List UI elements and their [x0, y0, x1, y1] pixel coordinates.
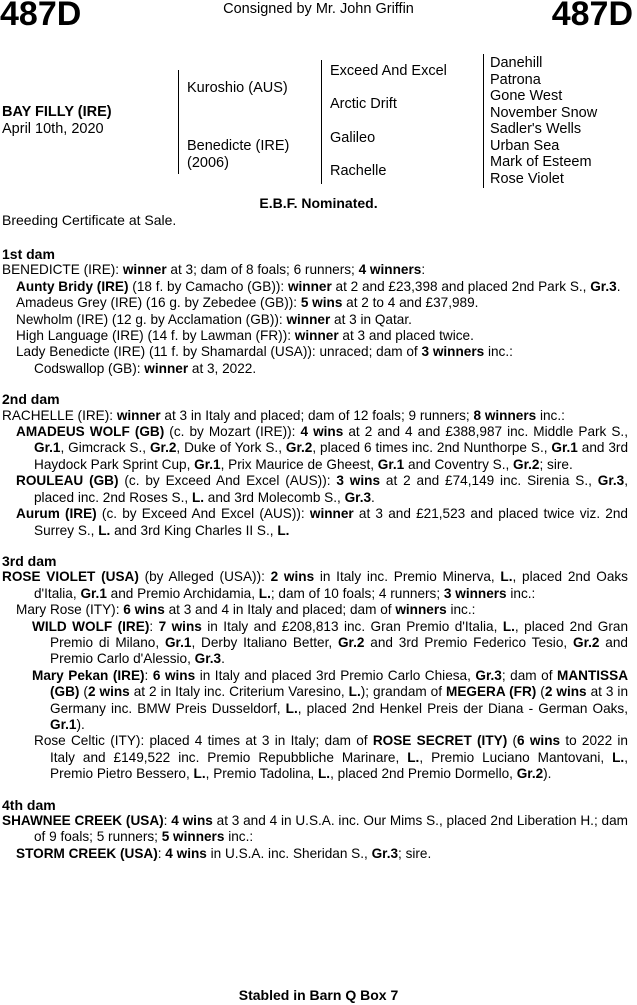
entry-text: Newholm (IRE) (12 g. by Acclamation (GB)):: [16, 311, 287, 327]
entry-text: inc.:: [506, 585, 536, 601]
pedigree-divider-1: [178, 70, 179, 174]
entry-text: (: [536, 684, 545, 700]
bold-text: 4 wins: [171, 813, 213, 828]
bold-text: ROULEAU (GB): [16, 473, 119, 489]
bold-text: Gr.3: [371, 845, 399, 861]
bold-text: Gr.2: [337, 634, 365, 650]
bold-text: L.: [612, 749, 625, 765]
bold-text: Gr.1: [551, 440, 578, 456]
bold-text: L.: [191, 489, 205, 505]
bold-text: Gr.1: [34, 440, 61, 456]
pedigree-gen3-0: Danehill: [490, 55, 543, 71]
pedigree-sire: Kuroshio (AUS): [187, 80, 288, 96]
bold-text: SHAWNEE CREEK (USA): [2, 813, 164, 828]
bold-text: L.: [277, 522, 290, 538]
pedigree-dam: Benedicte (IRE): [187, 138, 290, 154]
pedigree-entry: [2, 328, 628, 344]
lot-number-right: 487D: [551, 0, 633, 33]
bold-text: winner: [287, 278, 332, 294]
bold-text: Gr.2: [149, 440, 177, 456]
bold-text: Gr.3: [194, 651, 222, 667]
bold-text: 3 winners: [443, 585, 507, 601]
entry-text: , Premio Luciano Mantovani,: [419, 749, 613, 765]
entry-text: at 3 in Qatar.: [330, 311, 412, 327]
entry-text: at 3; dam of 8 foals; 6 runners;: [166, 262, 359, 278]
pedigree-entry: [2, 813, 628, 846]
entry-text: RACHELLE (IRE):: [2, 407, 117, 423]
entry-text: (c. by Exceed And Excel (AUS)):: [96, 506, 310, 522]
bold-text: 3 winners: [421, 344, 485, 360]
entry-text: ; dam of 10 foals; 4 runners;: [270, 585, 444, 601]
entry-text: in U.S.A. inc. Sheridan S.,: [206, 845, 372, 861]
entry-text: .: [221, 651, 225, 667]
entry-text: , Premio Tadolina,: [205, 766, 318, 782]
entry-text: and 3rd Premio Federico Tesio,: [364, 634, 574, 650]
entry-text: inc.:: [446, 602, 476, 618]
pedigree-gen2-3: Rachelle: [330, 163, 387, 179]
bold-text: winner: [122, 262, 167, 278]
pedigree-entry: [2, 602, 628, 618]
bold-text: Gr.2: [516, 766, 544, 782]
section-heading: 2nd dam: [2, 391, 60, 408]
consignor: Consigned by Mr. John Griffin: [223, 1, 414, 17]
bold-text: winner: [309, 506, 354, 522]
entry-text: :: [163, 813, 172, 828]
bold-text: Gr.1: [194, 456, 221, 472]
entry-text: High Language (IRE) (14 f. by Lawman (FR)):: [16, 328, 295, 344]
horse-description: BAY FILLY (IRE): [2, 104, 112, 120]
pedigree-divider-3: [483, 54, 484, 188]
bold-text: Gr.2: [285, 440, 313, 456]
pedigree-entry: [2, 733, 628, 782]
section-heading: 3rd dam: [2, 552, 57, 569]
pedigree-gen2-0: Exceed And Excel: [330, 63, 447, 79]
bold-text: 5 wins: [300, 295, 343, 311]
pedigree-divider-2: [321, 60, 322, 184]
bold-text: L.: [258, 585, 271, 601]
entry-text: ; sire.: [398, 845, 432, 861]
entry-text: at 3 in Italy and placed; dam of 12 foals; 9 runners;: [160, 407, 474, 423]
entry-text: in Italy inc. Premio Minerva,: [314, 569, 501, 585]
entry-text: , Derby Italiano Better,: [191, 634, 338, 650]
pedigree-gen2-2: Galileo: [330, 130, 376, 146]
bold-text: 8 winners: [473, 407, 537, 423]
breeding-certificate: Breeding Certificate at Sale.: [2, 212, 177, 228]
bold-text: L.: [348, 684, 361, 700]
pedigree-entry: [2, 344, 628, 360]
entry-text: in Italy and £208,813 inc. Gran Premio d'Italia,: [201, 618, 503, 634]
entry-text: and 3rd Molecomb S.,: [204, 489, 345, 505]
foaling-date: April 10th, 2020: [2, 121, 104, 137]
entry-text: (c. by Mozart (IRE)):: [164, 424, 301, 440]
entry-text: and Coventry S.,: [404, 456, 514, 472]
bold-text: STORM CREEK (USA): [16, 845, 158, 861]
entry-text: and Premio Archidamia,: [106, 585, 259, 601]
bold-text: L.: [193, 766, 206, 782]
bold-text: Gr.2: [513, 456, 540, 472]
entry-text: , placed 6 times inc. 2nd Nunthorpe S.,: [312, 440, 552, 456]
pedigree-entry: [2, 408, 628, 424]
bold-text: ROSE VIOLET (USA): [2, 569, 139, 585]
bold-text: Aurum (IRE): [16, 506, 97, 522]
entry-text: (c. by Exceed And Excel (AUS)):: [118, 473, 337, 489]
bold-text: MEGERA (FR): [446, 684, 537, 700]
entry-text: ); grandam of: [360, 684, 446, 700]
entry-text: , Prix Maurice de Gheest,: [220, 456, 378, 472]
entry-text: at 3 and £21,523 and placed twice viz. 2nd Surrey S.,: [34, 506, 628, 538]
bold-text: Gr.3: [590, 278, 617, 294]
entry-text: , placed inc. 2nd Roses S.,: [34, 473, 628, 505]
lot-number-left: 487D: [0, 0, 82, 33]
entry-text: , placed 2nd Gran Premio di Milano,: [50, 618, 628, 650]
entry-text: ).: [543, 766, 552, 782]
entry-text: Lady Benedicte (IRE) (11 f. by Shamardal (USA)): unraced; dam of: [16, 344, 422, 360]
entry-text: .: [371, 489, 375, 505]
bold-text: winner: [116, 407, 161, 423]
pedigree-dam-year: (2006): [187, 155, 229, 171]
entry-text: .: [616, 278, 621, 294]
entry-text: inc.:: [484, 344, 513, 360]
pedigree-entry: [2, 279, 628, 295]
entry-text: ; dam of: [501, 667, 558, 683]
entry-text: (: [507, 733, 518, 749]
bold-text: L.: [285, 700, 298, 716]
pedigree-entry: [2, 846, 628, 862]
entry-text: at 3 and placed twice.: [338, 328, 474, 344]
bold-text: 2 wins: [87, 684, 130, 700]
bold-text: Aunty Bridy (IRE): [16, 278, 129, 294]
bold-text: 4 wins: [165, 845, 207, 861]
bold-text: winner: [294, 328, 339, 344]
entry-text: at 3 in Germany inc. BMW Preis Dusseldorf,: [50, 684, 629, 716]
pedigree-gen2-1: Arctic Drift: [330, 96, 397, 112]
entry-text: inc.:: [224, 829, 254, 845]
bold-text: 6 wins: [152, 667, 196, 683]
entry-text: :: [421, 262, 426, 278]
entry-text: , Duke of York S.,: [176, 440, 286, 456]
entry-text: , Gimcrack S.,: [60, 440, 150, 456]
entry-text: at 3 and 4 in U.S.A. inc. Our Mims S., placed 2nd Liberation H.; dam of 9 foals; 5 runners;: [34, 813, 628, 845]
entry-text: (: [79, 684, 88, 700]
pedigree-entry: [2, 569, 628, 602]
entry-text: Codswallop (GB):: [34, 360, 145, 376]
entry-text: at 2 and £74,149 inc. Sirenia S.,: [380, 473, 598, 489]
entry-text: Mary Rose (ITY):: [16, 602, 124, 618]
entry-text: Rose Celtic (ITY): placed 4 times at 3 in Italy; dam of: [34, 733, 373, 749]
bold-text: Gr.1: [50, 716, 77, 732]
bold-text: Gr.3: [597, 473, 625, 489]
pedigree-entry: [2, 262, 628, 278]
pedigree-entry: [2, 361, 628, 377]
pedigree-entry: [2, 424, 628, 473]
entry-text: , placed 2nd Premio Dormello,: [330, 766, 517, 782]
entry-text: and 3rd King Charles II S.,: [110, 522, 278, 538]
entry-text: in Italy and placed 3rd Premio Carlo Chiesa,: [195, 667, 476, 683]
bold-text: 2 wins: [270, 569, 315, 585]
bold-text: 7 wins: [158, 618, 202, 634]
bold-text: WILD WOLF (IRE): [32, 618, 150, 634]
entry-text: :: [144, 667, 153, 683]
entry-text: at 2 and £23,398 and placed 2nd Park S.,: [331, 278, 591, 294]
entry-text: , Premio Pietro Bessero,: [50, 749, 628, 782]
ebf-nominated: E.B.F. Nominated.: [259, 195, 378, 211]
entry-text: at 3 and 4 in Italy and placed; dam of: [164, 602, 396, 618]
pedigree-gen3-6: Mark of Esteem: [490, 154, 592, 170]
pedigree-entry: [2, 619, 628, 668]
pedigree-gen3-4: Sadler's Wells: [490, 121, 582, 137]
bold-text: winner: [286, 311, 331, 327]
section-heading: 1st dam: [2, 246, 55, 262]
pedigree-gen3-5: Urban Sea: [490, 137, 560, 154]
bold-text: 5 winners: [161, 829, 225, 845]
entry-text: and 3rd Haydock Park Sprint Cup,: [34, 440, 628, 472]
entry-text: at 2 and 4 and £388,987 inc. Middle Park S.,: [343, 424, 628, 440]
bold-text: AMADEUS WOLF (GB): [16, 424, 165, 440]
bold-text: L.: [502, 618, 515, 634]
bold-text: L.: [317, 766, 331, 782]
entry-text: at 3, 2022.: [188, 360, 257, 376]
bold-text: Gr.2: [573, 634, 600, 650]
entry-text: (by Alleged (USA)):: [138, 569, 271, 585]
bold-text: 2 wins: [544, 684, 587, 700]
pedigree-entry: [2, 312, 628, 328]
entry-text: ).: [76, 716, 85, 732]
stabled-location: Stabled in Barn Q Box 7: [238, 987, 399, 1003]
entry-text: BENEDICTE (IRE):: [2, 262, 123, 278]
pedigree-entry: [2, 506, 628, 539]
pedigree-gen3-2: Gone West: [490, 88, 563, 104]
entry-text: at 2 to 4 and £37,989.: [342, 295, 479, 311]
bold-text: 6 wins: [123, 602, 165, 618]
bold-text: L.: [500, 569, 513, 585]
entry-text: , placed 2nd Oaks d'Italia,: [34, 569, 628, 601]
pedigree-gen3-1: Patrona: [490, 71, 541, 88]
bold-text: L.: [407, 749, 420, 765]
bold-text: Gr.3: [344, 489, 372, 505]
bold-text: Gr.1: [377, 456, 405, 472]
entry-text: :: [157, 845, 166, 861]
bold-text: 6 wins: [517, 733, 561, 749]
bold-text: 4 winners: [358, 262, 422, 278]
bold-text: Gr.1: [164, 634, 192, 650]
entry-text: Amadeus Grey (IRE) (16 g. by Zebedee (GB)):: [16, 295, 301, 311]
bold-text: 4 wins: [300, 424, 344, 440]
bold-text: Gr.3: [475, 667, 502, 683]
entry-text: (18 f. by Camacho (GB)):: [128, 278, 288, 294]
bold-text: 3 wins: [336, 473, 381, 489]
entry-text: and Premio Carlo d'Alessio,: [50, 634, 628, 667]
entry-text: ; sire.: [539, 456, 573, 472]
entry-text: :: [149, 618, 159, 634]
section-heading: 4th dam: [2, 796, 56, 813]
bold-text: Gr.1: [80, 585, 107, 601]
entry-text: inc.:: [536, 407, 565, 423]
entry-text: , placed 2nd Henkel Preis der Diana - German Oaks,: [297, 700, 629, 716]
entry-text: at 2 in Italy inc. Criterium Varesino,: [129, 684, 349, 700]
bold-text: winner: [144, 360, 189, 376]
pedigree-gen3-3: November Snow: [490, 104, 598, 121]
pedigree-gen3-7: Rose Violet: [490, 170, 564, 187]
bold-text: L.: [98, 522, 111, 538]
bold-text: ROSE SECRET (ITY): [372, 733, 508, 749]
bold-text: winners: [395, 602, 447, 618]
entry-text: to 2022 in Italy and £149,522 inc. Premio Repubbliche Marinare,: [50, 733, 628, 765]
produce-record: [2, 232, 628, 862]
pedigree-entry: [2, 295, 628, 311]
pedigree-entry: [2, 668, 628, 734]
bold-text: MANTISSA (GB): [50, 667, 629, 700]
pedigree-entry: [2, 473, 628, 506]
bold-text: Mary Pekan (IRE): [32, 667, 145, 683]
